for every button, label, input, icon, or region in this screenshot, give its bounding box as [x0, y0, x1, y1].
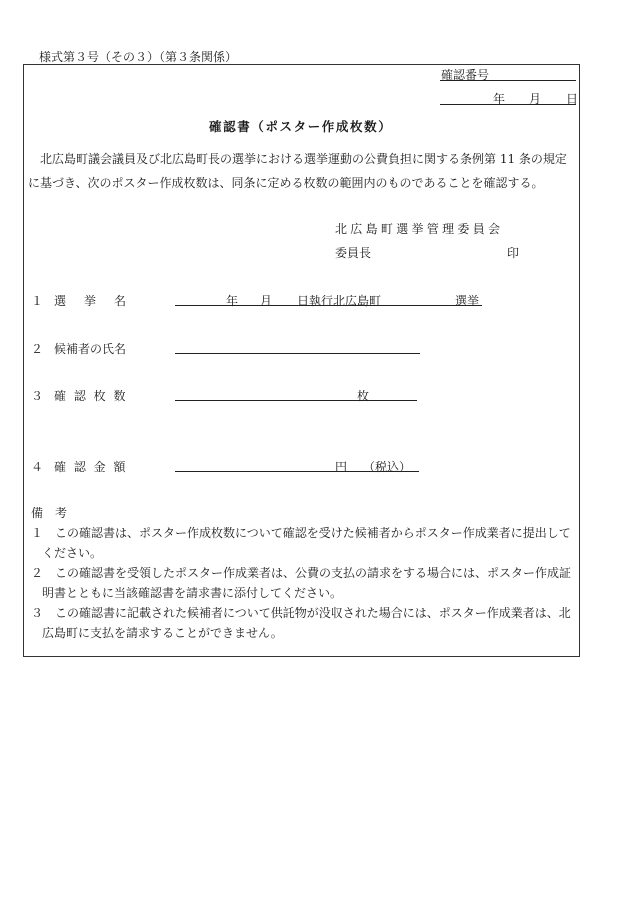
date-year: 年 [493, 92, 506, 106]
item-4-line [175, 471, 419, 472]
form-number: 様式第３号（その３）（第３条関係） [39, 50, 238, 64]
item-4-number: ４ [31, 460, 44, 474]
item-3-label: 確 認 枚 数 [54, 389, 128, 403]
item-1-label: 選 挙 名 [54, 294, 130, 308]
item-1-year: 年 [226, 294, 239, 308]
body-line-2: に基づき、次のポスター作成枚数は、同条に定める枚数の範囲内のものであることを確認する。 [28, 176, 544, 190]
item-2-number: ２ [31, 342, 44, 356]
item-1-election: 選挙 [455, 294, 480, 308]
note-3-line-a: この確認書に記載された候補者について供託物が没収された場合には、ポスター作成業者は、北 [55, 606, 571, 620]
note-3-line-b: 広島町に支払を請求することができません。 [42, 626, 283, 640]
item-3-line [175, 400, 417, 401]
note-3-number: ３ [31, 606, 44, 620]
notes-heading: 備 考 [31, 506, 68, 520]
note-2-number: ２ [31, 566, 44, 580]
date-line [440, 104, 576, 105]
note-1-number: １ [31, 526, 44, 540]
body-line-1: 北広島町議会議員及び北広島町長の選挙における選挙運動の公費負担に関する条例第 11 条の規定 [40, 152, 567, 166]
note-2-line-a: この確認書を受領したポスター作成業者は、公費の支払の請求をする場合には、ポスター作成証 [55, 566, 572, 580]
item-1-number: １ [31, 294, 44, 308]
issuer-committee: 北広島町選挙管理委員会 [335, 222, 504, 236]
note-1-line-b: ください。 [42, 546, 103, 560]
seal-mark: 印 [507, 246, 520, 260]
item-2-label: 候補者の氏名 [54, 342, 127, 356]
note-2-line-b: 明書とともに当該確認書を請求書に添付してください。 [42, 586, 343, 600]
confirm-number-label: 確認番号 [441, 68, 490, 82]
item-3-unit: 枚 [357, 389, 370, 403]
item-4-tax: （税込） [363, 460, 412, 474]
item-4-unit: 円 [335, 460, 348, 474]
item-1-month: 月 [260, 294, 273, 308]
item-2-line [175, 353, 420, 354]
date-month: 月 [529, 92, 542, 106]
note-1-line-a: この確認書は、ポスター作成枚数について確認を受けた候補者からポスター作成業者に提出して [55, 526, 571, 540]
item-3-number: ３ [31, 389, 44, 403]
item-1-line [175, 305, 482, 306]
date-day: 日 [566, 92, 579, 106]
item-1-day-town: 日執行北広島町 [297, 294, 382, 308]
item-4-label: 確 認 金 額 [54, 460, 128, 474]
document-title: 確認書（ポスター作成枚数） [209, 119, 393, 134]
confirm-number-line [440, 80, 576, 81]
issuer-chair: 委員長 [335, 246, 372, 260]
